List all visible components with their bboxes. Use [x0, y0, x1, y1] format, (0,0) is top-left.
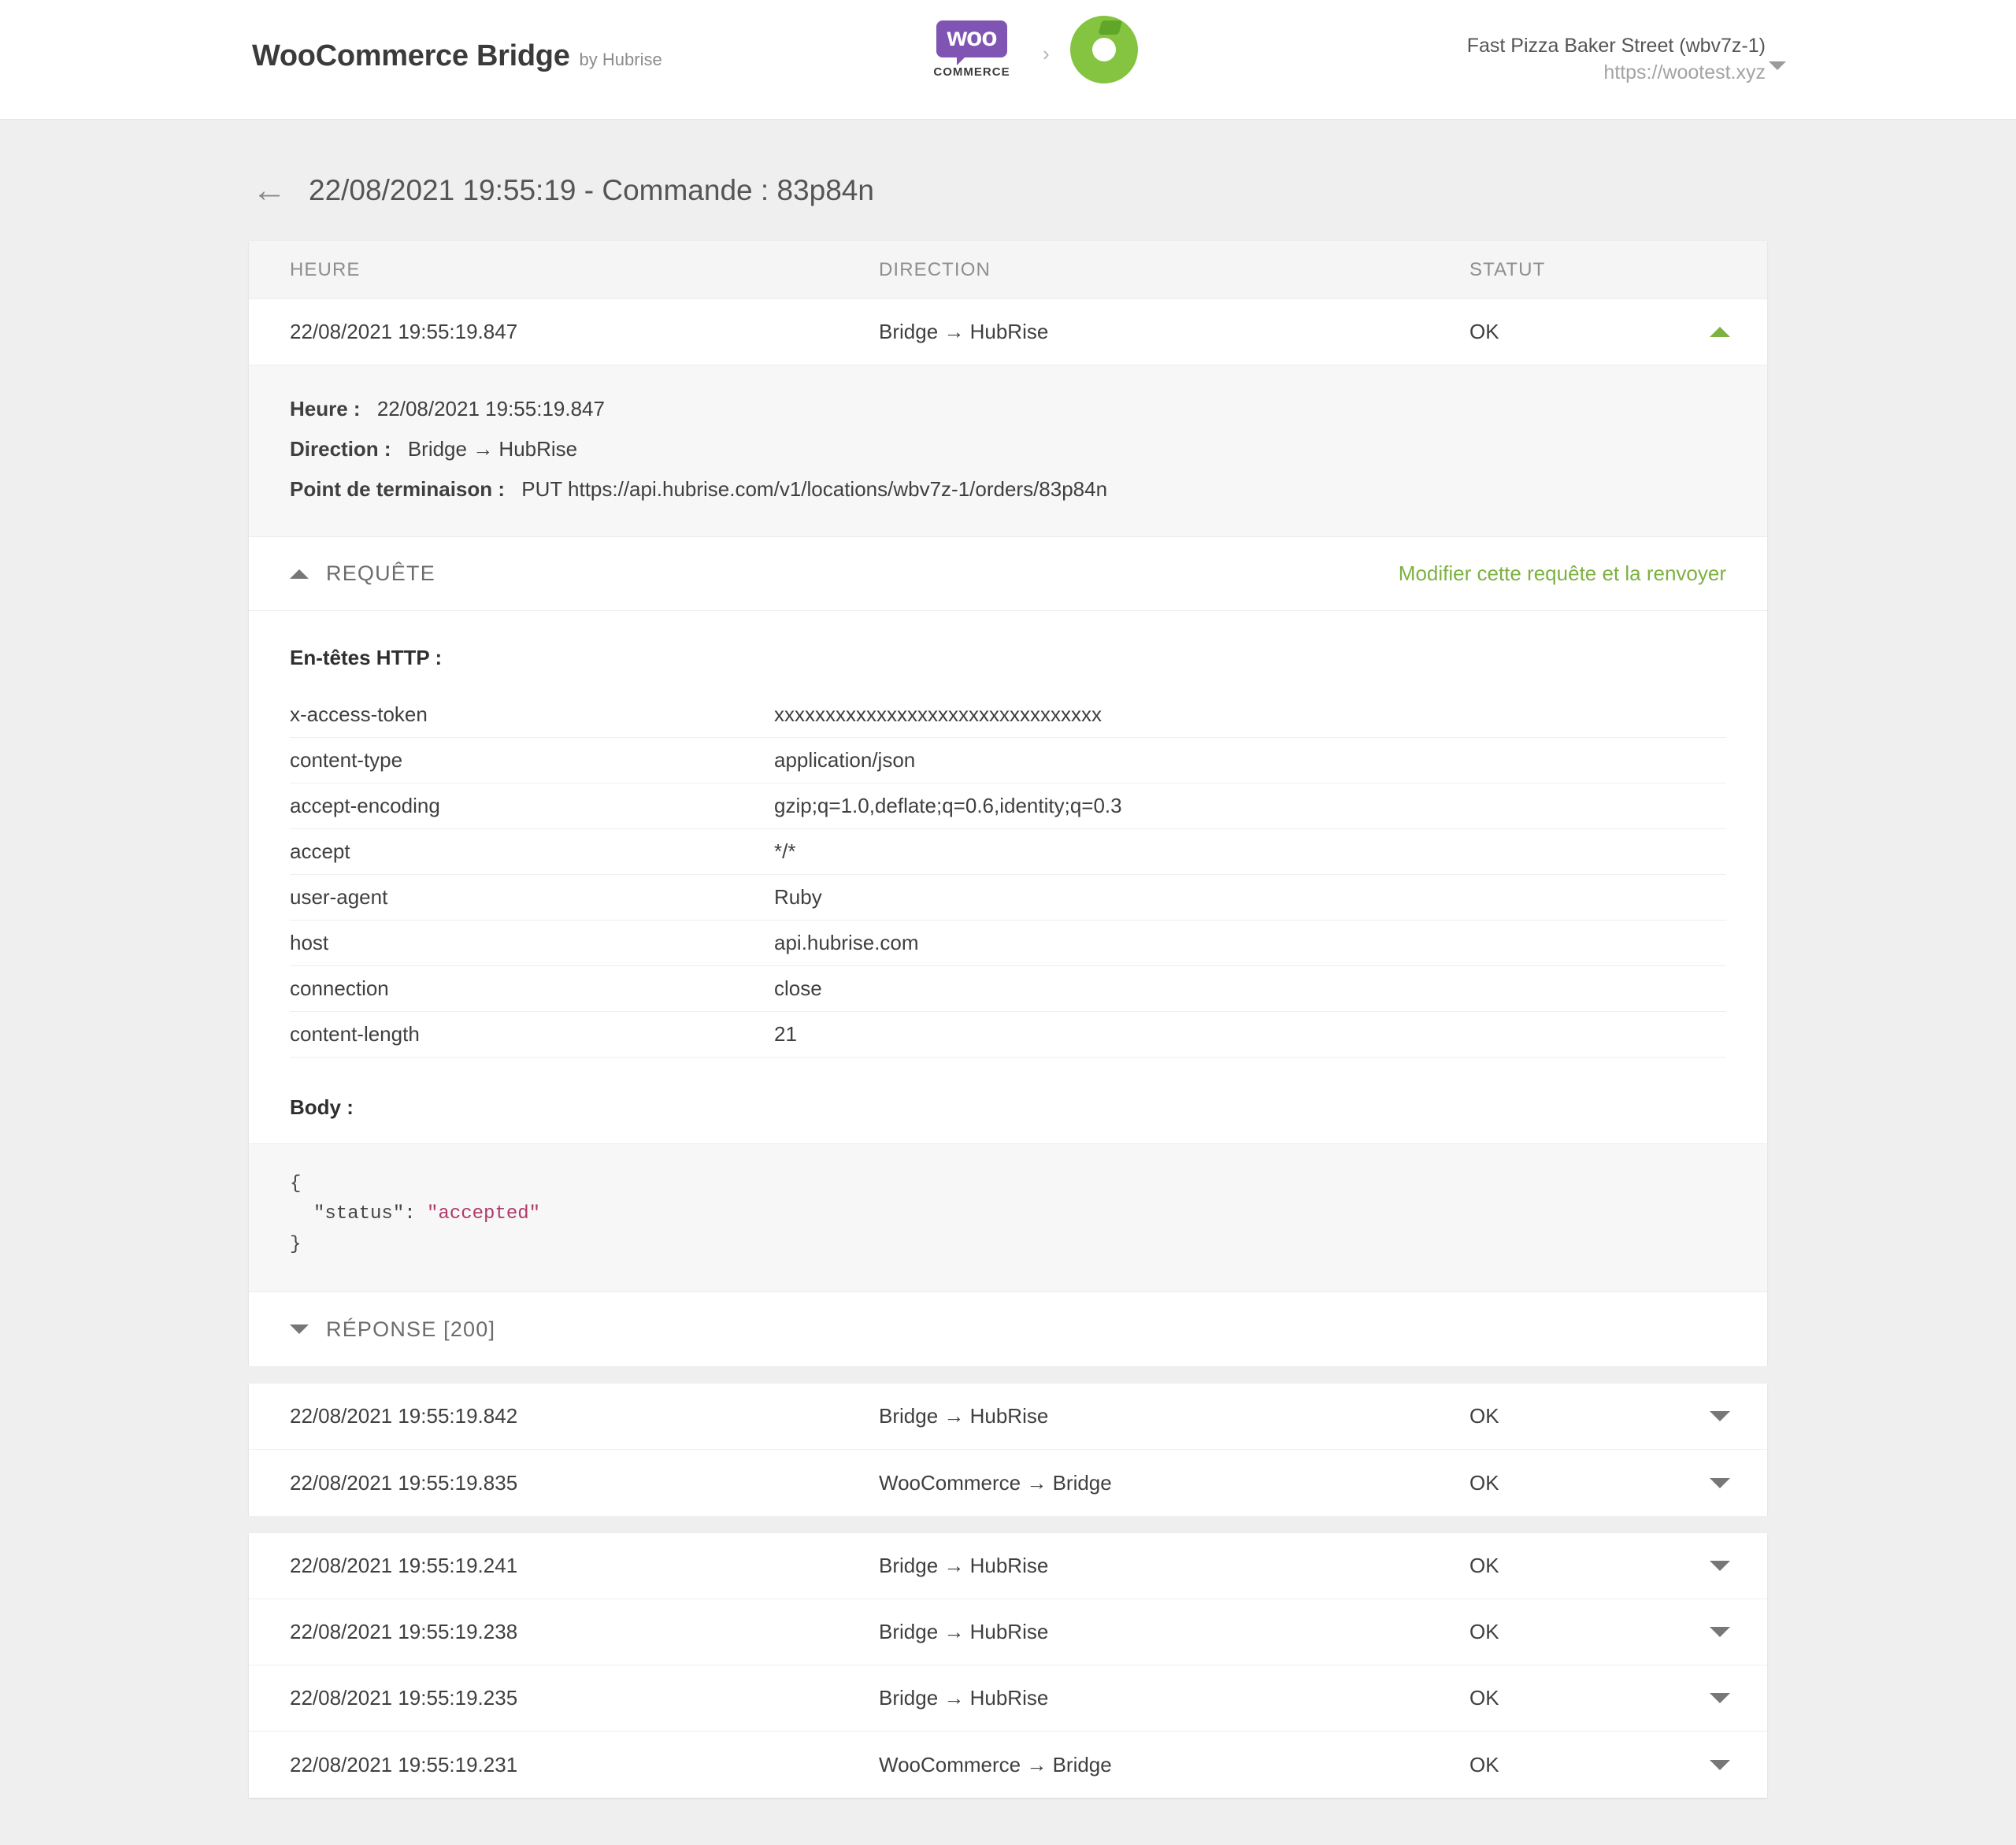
header-value: api.hubrise.com: [774, 921, 1726, 966]
row-expand-toggle[interactable]: [1673, 1411, 1767, 1421]
account-url: https://wootest.xyz: [1603, 61, 1766, 83]
meta-heure-label: Heure :: [290, 397, 361, 420]
resend-request-link[interactable]: Modifier cette requête et la renvoyer: [1398, 561, 1726, 585]
table-row: [290, 875, 1726, 921]
row-expand-toggle[interactable]: [1673, 1478, 1767, 1488]
row-heure: 22/08/2021 19:55:19.235: [290, 1686, 518, 1710]
header-value: xxxxxxxxxxxxxxxxxxxxxxxxxxxxxxxx: [774, 692, 1726, 738]
woocommerce-badge-text: woo: [936, 20, 1008, 57]
table-row[interactable]: [249, 1665, 1767, 1732]
back-arrow-icon[interactable]: ←: [252, 171, 287, 209]
header-key: content-type: [290, 738, 774, 784]
header-key: accept: [290, 829, 774, 875]
table-row: [290, 921, 1726, 966]
chevron-down-icon[interactable]: [1710, 1561, 1730, 1571]
column-header-direction: DIRECTION: [879, 258, 991, 280]
row-expand-toggle[interactable]: [1673, 1693, 1767, 1703]
row-statut: OK: [1469, 1554, 1499, 1578]
header-value: */*: [774, 829, 1726, 875]
log-meta-panel: [249, 365, 1767, 537]
row-expand-toggle[interactable]: [1673, 1561, 1767, 1571]
meta-endpoint-value: PUT https://api.hubrise.com/v1/locations/wbv7z-1/orders/83p84n: [521, 477, 1108, 501]
chevron-down-icon[interactable]: [1710, 1478, 1730, 1488]
table-row[interactable]: [249, 1384, 1767, 1450]
body-label-wrap: [249, 1058, 1767, 1144]
header-key: host: [290, 921, 774, 966]
row-statut: OK: [1469, 1620, 1499, 1644]
meta-direction: [290, 437, 1726, 461]
request-body-code: [249, 1144, 1767, 1292]
row-direction: WooCommerce → Bridge: [879, 1470, 1112, 1495]
row-statut: OK: [1469, 1404, 1499, 1428]
chevron-down-icon[interactable]: [1710, 1411, 1730, 1421]
log-rows-card-1: [249, 1384, 1767, 1516]
header-key: user-agent: [290, 875, 774, 921]
row-direction: Bridge → HubRise: [879, 320, 1049, 343]
log-table-header: [249, 241, 1767, 299]
page-heading: [0, 120, 2016, 241]
http-headers-table: [290, 692, 1726, 1058]
meta-direction-label: Direction :: [290, 437, 391, 461]
woocommerce-logo: [921, 20, 1022, 79]
request-section-header[interactable]: [249, 537, 1767, 611]
meta-direction-value: Bridge → HubRise: [407, 437, 578, 461]
table-row: [290, 784, 1726, 829]
row-heure: 22/08/2021 19:55:19.241: [290, 1554, 518, 1578]
row-heure: 22/08/2021 19:55:19.835: [290, 1470, 518, 1495]
row-direction: Bridge → HubRise: [879, 1404, 1049, 1428]
chevron-down-icon[interactable]: [1769, 61, 1786, 70]
chevron-right-icon: ›: [1043, 41, 1050, 65]
meta-heure: [290, 397, 1726, 421]
row-statut: OK: [1469, 1752, 1499, 1776]
http-headers-block: [249, 611, 1767, 1058]
header-key: accept-encoding: [290, 784, 774, 829]
header-value: close: [774, 966, 1726, 1012]
chevron-down-icon[interactable]: [1710, 1693, 1730, 1703]
table-row[interactable]: [249, 1450, 1767, 1516]
brand-title: WooCommerce Bridge: [252, 39, 570, 72]
table-row[interactable]: [249, 1599, 1767, 1665]
header-key: content-length: [290, 1012, 774, 1058]
card-separator: [0, 1366, 2016, 1384]
header-value: application/json: [774, 738, 1726, 784]
row-collapse-toggle[interactable]: [1673, 327, 1767, 337]
header-value: Ruby: [774, 875, 1726, 921]
meta-heure-value: 22/08/2021 19:55:19.847: [376, 397, 605, 420]
account-name: Fast Pizza Baker Street (wbv7z-1): [1466, 35, 1766, 57]
row-direction: Bridge → HubRise: [879, 1554, 1049, 1578]
page-bottom-spacer: [0, 1798, 2016, 1845]
row-statut: OK: [1469, 1470, 1499, 1495]
chevron-up-icon[interactable]: [1710, 327, 1730, 337]
header-value: 21: [774, 1012, 1726, 1058]
row-statut: OK: [1469, 320, 1499, 343]
table-row: [290, 966, 1726, 1012]
header-key: x-access-token: [290, 692, 774, 738]
row-direction: Bridge → HubRise: [879, 1686, 1049, 1710]
header-key: connection: [290, 966, 774, 1012]
log-detail-card: [249, 241, 1767, 1366]
app-header: [0, 0, 2016, 120]
row-heure: 22/08/2021 19:55:19.842: [290, 1404, 518, 1428]
body-value: "accepted": [427, 1203, 541, 1225]
request-section-title: REQUÊTE: [326, 561, 435, 585]
body-line-status: [290, 1199, 1726, 1229]
triangle-down-icon[interactable]: [290, 1324, 309, 1334]
response-section-title: RÉPONSE [200]: [326, 1317, 496, 1341]
table-row: [290, 692, 1726, 738]
card-separator: [0, 1516, 2016, 1533]
chevron-down-icon[interactable]: [1710, 1760, 1730, 1770]
table-row[interactable]: [249, 1732, 1767, 1798]
body-line-close: }: [290, 1233, 302, 1255]
meta-endpoint-label: Point de terminaison :: [290, 477, 506, 501]
brand-subtitle: by Hubrise: [579, 50, 662, 69]
row-direction: WooCommerce → Bridge: [879, 1752, 1112, 1776]
chevron-down-icon[interactable]: [1710, 1627, 1730, 1637]
row-expand-toggle[interactable]: [1673, 1627, 1767, 1637]
triangle-up-icon[interactable]: [290, 569, 309, 579]
table-row: [290, 738, 1726, 784]
brand: [252, 39, 662, 73]
http-headers-title: En-têtes HTTP :: [290, 646, 443, 669]
hubrise-logo-icon: [1070, 16, 1138, 83]
column-header-heure: HEURE: [290, 258, 361, 280]
row-statut: OK: [1469, 1686, 1499, 1710]
table-row: [290, 1012, 1726, 1058]
row-expand-toggle[interactable]: [1673, 1760, 1767, 1770]
woocommerce-wordmark: COMMERCE: [933, 65, 1010, 79]
column-header-statut: STATUT: [1469, 258, 1546, 280]
body-line-open: {: [290, 1173, 302, 1195]
table-row[interactable]: [249, 299, 1767, 365]
row-heure: 22/08/2021 19:55:19.238: [290, 1620, 518, 1644]
table-row[interactable]: [249, 1533, 1767, 1599]
page-title: 22/08/2021 19:55:19 - Commande : 83p84n: [309, 174, 874, 206]
row-heure: 22/08/2021 19:55:19.847: [290, 320, 518, 343]
table-row: [290, 829, 1726, 875]
body-title: Body :: [290, 1095, 354, 1119]
header-value: gzip;q=1.0,deflate;q=0.6,identity;q=0.3: [774, 784, 1726, 829]
log-rows-card-2: [249, 1533, 1767, 1798]
row-heure: 22/08/2021 19:55:19.231: [290, 1752, 518, 1776]
row-direction: Bridge → HubRise: [879, 1620, 1049, 1644]
integration-logos: [921, 16, 1138, 83]
meta-endpoint: [290, 477, 1726, 502]
body-key: "status":: [313, 1203, 416, 1225]
account-selector[interactable]: [1467, 33, 1766, 87]
response-section-header[interactable]: [249, 1292, 1767, 1366]
